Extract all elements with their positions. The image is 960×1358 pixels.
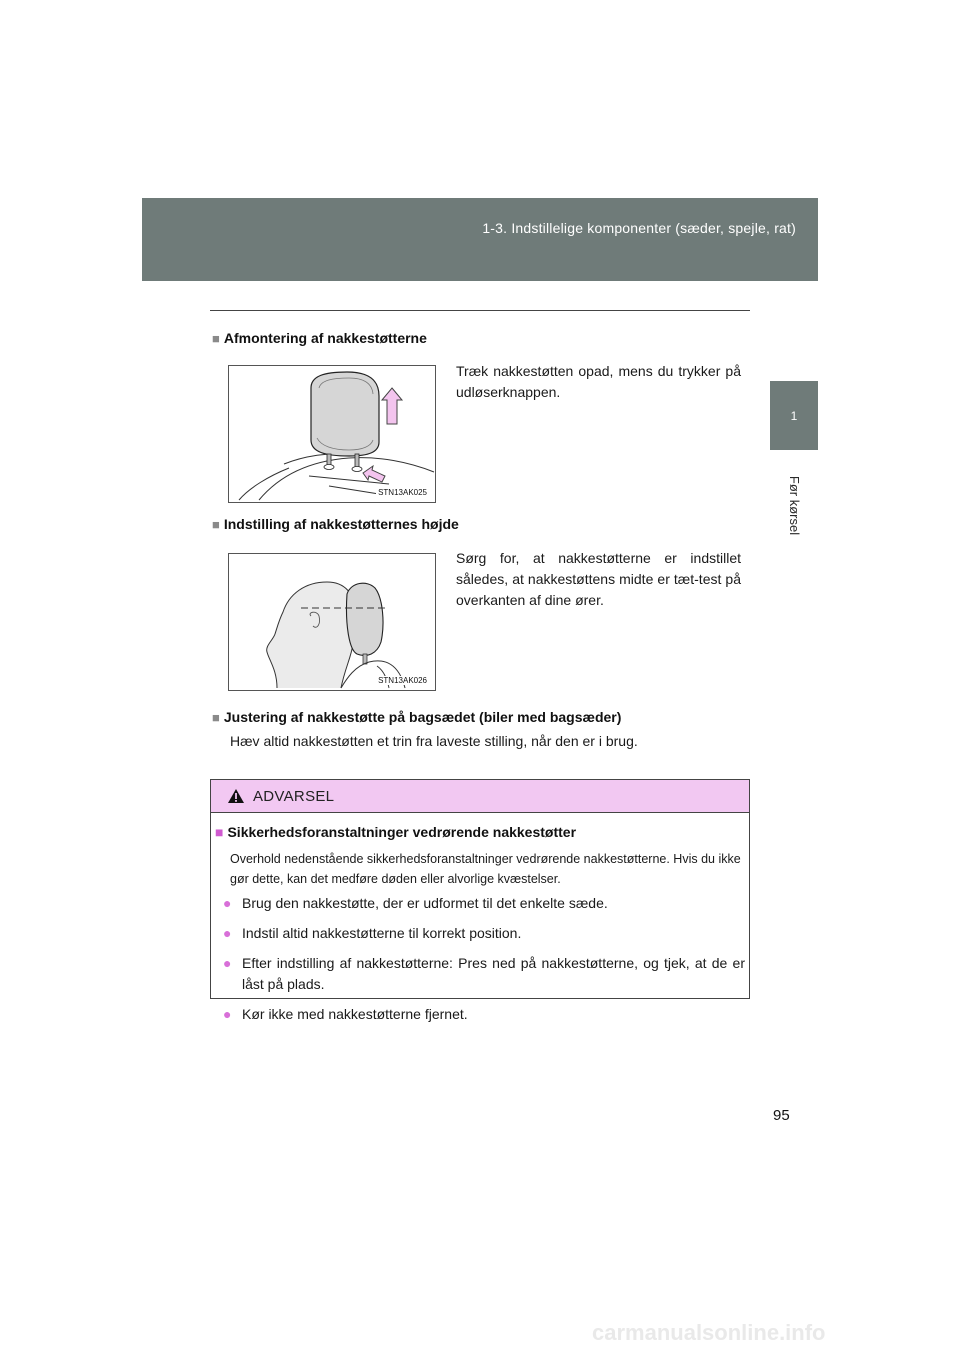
section-heading-rear xyxy=(212,709,621,725)
figure-code: STN13AK026 xyxy=(378,676,427,685)
chapter-side-label-text: Før kørsel xyxy=(787,475,803,535)
chapter-number-tab: 1 xyxy=(770,381,818,450)
square-bullet-icon: ■ xyxy=(212,710,220,725)
warning-box xyxy=(210,779,750,1022)
list-item xyxy=(215,1004,745,1025)
bullet-text: Indstil altid nakkestøtterne til korrekt position. xyxy=(242,925,522,941)
square-bullet-icon: ■ xyxy=(212,517,220,532)
warning-header xyxy=(211,780,749,813)
warning-title xyxy=(215,824,576,840)
section-heading-text: Justering af nakkestøtte på bagsædet (biler med bagsæder) xyxy=(223,709,622,725)
headrest-height-illustration xyxy=(229,554,435,690)
bullet-text: Efter indstilling af nakkestøtterne: Pres ned på nakkestøtterne, og tjek, at de er låst på plads. xyxy=(242,955,745,992)
circle-bullet-icon: ● xyxy=(223,955,232,971)
bullet-text: Kør ikke med nakkestøtterne fjernet. xyxy=(242,1006,468,1022)
section-heading-text: Afmontering af nakkestøtterne xyxy=(223,330,427,346)
chapter-side-label xyxy=(775,460,815,550)
headrest-removal-illustration xyxy=(229,366,435,502)
section-text-removal: Træk nakkestøtten opad, mens du trykker på udløserknappen. xyxy=(456,363,741,400)
chapter-title: 1-3. Indstillelige komponenter (sæder, spejle, rat) xyxy=(482,220,796,236)
circle-bullet-icon: ● xyxy=(223,895,232,911)
list-item xyxy=(215,953,745,995)
section-text-height: Sørg for, at nakkestøtterne er indstillet således, at nakkestøttens midte er tæt-test på overkanten af dine ører. xyxy=(456,550,741,608)
section-text-rear: Hæv altid nakkestøtten et trin fra laveste stilling, når den er i brug. xyxy=(230,733,638,749)
page-number: 95 xyxy=(773,1107,790,1124)
square-bullet-icon: ■ xyxy=(212,331,220,346)
section-heading-height xyxy=(212,516,459,532)
circle-bullet-icon: ● xyxy=(223,1006,232,1022)
warning-title-text: Sikkerhedsforanstaltninger vedrørende nakkestøtter xyxy=(227,824,577,840)
circle-bullet-icon: ● xyxy=(223,925,232,941)
figure-code: STN13AK025 xyxy=(378,488,427,497)
chapter-header-band xyxy=(142,198,818,281)
warning-intro: Overhold nedenstående sikkerhedsforanstaltninger vedrørende nakkestøtterne. Hvis du ikke gør dette, kan det medføre døden eller alvorlige kvæstelser. xyxy=(230,852,741,886)
figure-headrest-height xyxy=(228,553,436,691)
list-item xyxy=(215,923,745,944)
watermark: carmanualsonline.info xyxy=(592,1320,826,1345)
figure-headrest-removal xyxy=(228,365,436,503)
warning-bullet-list xyxy=(215,893,745,1034)
square-bullet-icon: ■ xyxy=(215,824,224,840)
section-heading-text: Indstilling af nakkestøtternes højde xyxy=(223,516,459,532)
list-item xyxy=(215,893,745,914)
warning-triangle-icon xyxy=(227,788,245,804)
bullet-text: Brug den nakkestøtte, der er udformet til det enkelte sæde. xyxy=(242,895,608,911)
section-heading-removal xyxy=(212,330,427,346)
top-divider xyxy=(210,310,750,311)
warning-label: ADVARSEL xyxy=(253,787,335,805)
